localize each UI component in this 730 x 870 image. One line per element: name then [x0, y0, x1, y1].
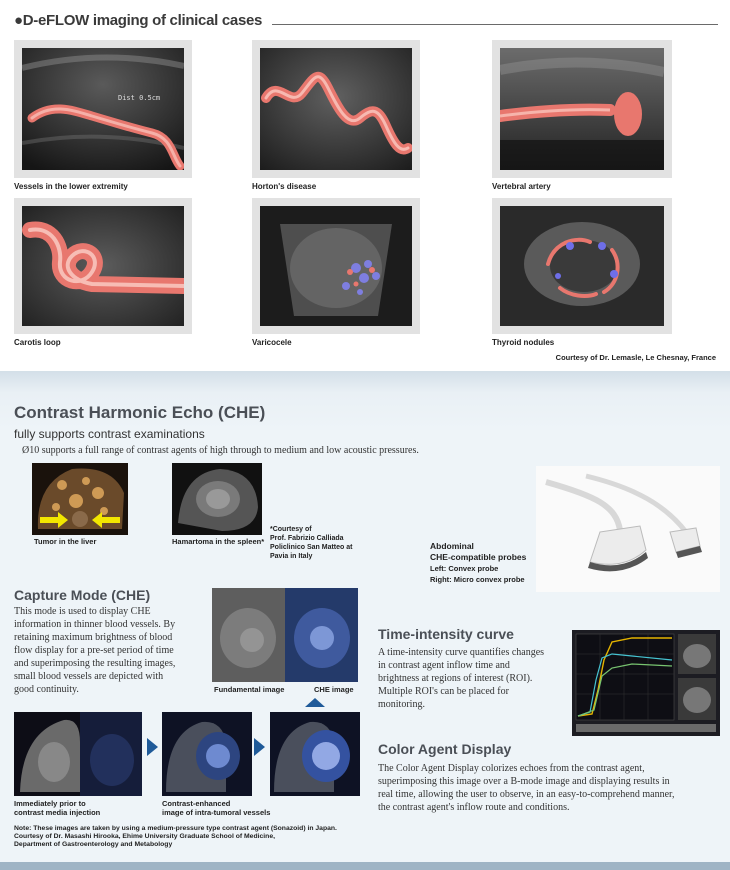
capture-body-line: and superimposing the resulting images, — [14, 658, 176, 669]
courtesy-line: *Courtesy of — [270, 526, 312, 533]
caption-vessels: Vessels in the lower extremity — [14, 182, 128, 191]
ultrasound-image-thyroid — [500, 206, 664, 326]
cad-body-line: the contrast agent's inflow route and conditions. — [378, 802, 570, 813]
label-line: Immediately prior to — [14, 799, 86, 808]
label-fundamental: Fundamental image — [214, 685, 285, 694]
label-che-image: CHE image — [314, 685, 354, 694]
ultrasound-image-carotis — [22, 206, 184, 326]
ultrasound-image-varicocele — [260, 206, 412, 326]
ultrasound-image-horton — [260, 48, 412, 170]
label-line: contrast media injection — [14, 808, 101, 817]
probes-photo — [536, 466, 720, 592]
capture-body-line: flow display for a pre-set period of time — [14, 645, 174, 656]
capture-body-line: information in thinner blood vessels. By — [14, 619, 176, 630]
caption-carotis: Carotis loop — [14, 338, 61, 347]
courtesy-lemasle: Courtesy of Dr. Lemasle, Le Chesnay, France — [555, 353, 716, 362]
sequence-image-accumulated — [270, 712, 360, 796]
capture-body-line: good continuity. — [14, 684, 79, 695]
capture-body-line: retaining maximum brightness of blood — [14, 632, 173, 643]
image-frame-horton — [252, 40, 420, 178]
label-prior-injection — [14, 799, 100, 817]
courtesy-line: Policlinico San Matteo at — [270, 544, 353, 551]
label-line: image of intra-tumoral vessels — [162, 808, 271, 817]
tic-body-line: A time-intensity curve quantifies changes — [378, 647, 545, 658]
tic-body-line: brightness at regions of interest (ROI). — [378, 673, 533, 684]
image-frame-vessels — [14, 40, 192, 178]
section-heading-deflow: ●D-eFLOW imaging of clinical cases — [14, 12, 263, 29]
courtesy-calliada — [270, 525, 352, 561]
tic-body-line: monitoring. — [378, 699, 425, 710]
note-line: Department of Gastroenterology and Metabology — [14, 841, 173, 848]
probe-label — [430, 541, 526, 585]
ultrasound-image-vessels — [22, 48, 184, 170]
capture-mode-title: Capture Mode (CHE) — [14, 587, 151, 603]
liver-tumor-image — [32, 463, 128, 535]
cad-body-line: real time, allowing the user to observe, in an easy-to-comprehend manner, — [378, 789, 675, 800]
sequence-image-prior — [14, 712, 142, 796]
caption-horton: Horton's disease — [252, 182, 317, 191]
note-line: Note: These images are taken by using a medium-pressure type contrast agent (Sonazoid) in Japan. — [14, 825, 337, 832]
cad-body-line: superimposing this image over a B-mode image and displaying results in — [378, 776, 670, 787]
image-frame-carotis — [14, 198, 192, 334]
probe-detail-line: Left: Convex probe — [430, 564, 499, 573]
image-frame-vertebral — [492, 40, 672, 178]
sequence-image-enhanced — [162, 712, 252, 796]
capture-body-line: This mode is used to display CHE — [14, 606, 151, 617]
capture-body-line: small blood vessels are depicted with — [14, 671, 164, 682]
distance-readout: Dist 0.5cm — [118, 94, 161, 102]
courtesy-line: Prof. Fabrizio Calliada — [270, 535, 344, 542]
tic-body-line: in contrast agent inflow time and — [378, 660, 510, 671]
label-contrast-enhanced — [162, 799, 270, 817]
caption-spleen: Hamartoma in the spleen* — [172, 537, 265, 546]
capture-mode-body — [14, 605, 175, 696]
caption-varicocele: Varicocele — [252, 338, 292, 347]
cad-title: Color Agent Display — [378, 741, 512, 757]
label-line: Contrast-enhanced — [162, 799, 231, 808]
cad-body-line: The Color Agent Display colorizes echoes from the contrast agent, — [378, 763, 645, 774]
heading-rule — [272, 24, 718, 25]
probe-title-line: Abdominal — [430, 541, 474, 551]
tic-screenshot — [572, 630, 720, 736]
tic-title: Time-intensity curve — [378, 626, 514, 642]
fundamental-che-pair-image — [212, 588, 358, 682]
tic-body — [378, 646, 544, 711]
arrow-right-icon — [147, 738, 158, 756]
probe-title-line: CHE-compatible probes — [430, 552, 527, 562]
spleen-hamartoma-image — [172, 463, 262, 535]
tic-body-line: Multiple ROI's can be placed for — [378, 686, 509, 697]
arrow-up-icon — [305, 698, 325, 707]
caption-liver-tumor: Tumor in the liver — [34, 537, 97, 546]
arrow-right-icon — [254, 738, 265, 756]
caption-thyroid: Thyroid nodules — [492, 338, 555, 347]
probe-detail-line: Right: Micro convex probe — [430, 575, 525, 584]
note-footer — [14, 825, 337, 849]
bottom-bar — [0, 862, 730, 870]
image-frame-varicocele — [252, 198, 420, 334]
cad-body — [378, 762, 674, 814]
che-subtitle: fully supports contrast examinations — [14, 427, 205, 441]
caption-vertebral: Vertebral artery — [492, 182, 551, 191]
note-line: Courtesy of Dr. Masashi Hirooka, Ehime University Graduate School of Medicine, — [14, 833, 275, 840]
che-description: Ø10 supports a full range of contrast agents of high through to medium and low acoustic pressures. — [22, 445, 419, 456]
image-frame-thyroid — [492, 198, 672, 334]
che-title: Contrast Harmonic Echo (CHE) — [14, 403, 266, 422]
ultrasound-image-vertebral — [500, 48, 664, 170]
courtesy-line: Pavia in Italy — [270, 553, 313, 560]
